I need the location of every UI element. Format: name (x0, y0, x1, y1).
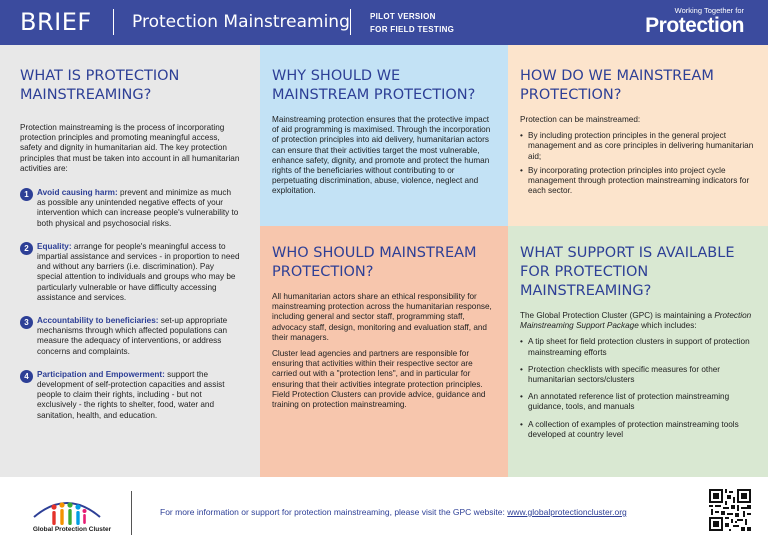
pilot-line-2: FOR FIELD TESTING (370, 25, 455, 34)
panel-intro-text: Protection mainstreaming is the process of incorporating protection principles and promoting meaningful access, safety and dignity in humanitarian aid. The key protection principles that must be taken into account in all humanitarian activities are: (20, 123, 240, 173)
principle-text: support the development of self-protection capacities and assist people to claim their rights, including - but not exclusively - the rights to shelter, food, water and sanitation, health, and education. (37, 369, 225, 420)
panel-heading: WHAT SUPPORT IS AVAILABLE FOR PROTECTION MAINSTREAMING? (520, 245, 735, 299)
panel-how-mainstream (508, 45, 768, 226)
panel-heading: HOW DO WE MAINSTREAM PROTECTION? (520, 68, 714, 103)
number-badge-icon: 4 (20, 370, 33, 383)
logo-tagline: Working Together for (674, 6, 744, 15)
intro-text-a: The Global Protection Cluster (GPC) is maintaining a (520, 311, 715, 320)
panel-support-available (508, 226, 768, 477)
principle-item (20, 316, 240, 357)
gpc-website-link[interactable]: www.globalprotectioncluster.org (507, 507, 627, 517)
number-badge-icon: 2 (20, 242, 33, 255)
principle-text: arrange for people's meaningful access to impartial assistance and services - in proportion to need and without any barriers (i.e. discrimination). Pay special attention to individuals and groups who may be particularly vulnerable or have difficulty accessing assistance and services. (37, 241, 240, 302)
principle-title: Avoid causing harm: (37, 188, 118, 198)
header-bar (0, 0, 768, 45)
list-item: • By including protection principles in the general project management and as core principles in delivering humanitarian aid; (520, 131, 758, 162)
header-divider (350, 9, 351, 35)
principle-text: set-up appropriate mechanisms through which affected populations can measure the adequacy of interventions, or address concerns and complaints. (37, 316, 228, 356)
panel-heading: WHY SHOULD WE MAINSTREAM PROTECTION? (272, 68, 476, 103)
document-title: Protection Mainstreaming (132, 12, 350, 32)
panel-intro-text: Protection can be mainstreamed: (520, 115, 641, 124)
pilot-version-label (370, 10, 454, 36)
protection-logo: Protection (645, 14, 744, 37)
list-item: • An annotated reference list of protection mainstreaming guidance, tools, and manuals (520, 392, 758, 412)
principle-item (20, 370, 240, 421)
package-name: Protection Mainstreaming Support Package (520, 311, 752, 331)
panel-why-mainstream (260, 45, 508, 226)
bullet-list (520, 337, 758, 440)
list-item: • Protection checklists with specific measures for other humanitarian sectors/clusters (520, 365, 758, 385)
panel-paragraph: All humanitarian actors share an ethical responsibility for mainstreaming protection across the humanitarian response, including general and sector staff, programming staff, advocacy staff, design, monitoring and evaluation staff, and their managers. (272, 292, 492, 342)
list-item: • By incorporating protection principles into project cycle management through protection mainstreaming indicators for each sector. (520, 166, 758, 197)
principle-item (20, 242, 240, 303)
gpc-logo-name: Global Protection Cluster (32, 526, 112, 533)
principle-item (20, 188, 240, 229)
bullet-list (520, 131, 758, 196)
footer (0, 477, 768, 543)
principle-title: Participation and Empowerment: (37, 369, 165, 379)
header-divider (113, 9, 114, 35)
panel-who-should-mainstream (260, 226, 508, 477)
principle-title: Accountability to beneficiaries: (37, 316, 159, 326)
number-badge-icon: 3 (20, 316, 33, 329)
principle-title: Equality: (37, 241, 72, 251)
footer-info (160, 507, 627, 517)
panel-paragraph: Cluster lead agencies and partners are responsible for ensuring that activities within their respective sector are carried out with a "protection lens", and in particular for ensuring that their activities integrate protection principles. Field Protection Clusters can provide advice, guidance and training on protection mainstreaming. (272, 349, 486, 410)
list-item: • A tip sheet for field protection clusters in support of protection mainstreaming efforts (520, 337, 758, 357)
brief-label: BRIEF (20, 8, 92, 36)
pilot-line-1: PILOT VERSION (370, 12, 436, 21)
panel-heading: WHO SHOULD MAINSTREAM PROTECTION? (272, 245, 477, 280)
principle-text: prevent and minimize as much as possible any unintended negative effects of your intervention which can increase people's vulnerability to both physical and psychosocial risks. (37, 188, 239, 228)
panel-body-text: Mainstreaming protection ensures that the protective impact of aid programming is maximised. Through the incorporation of protection principles into aid delivery, humanitarian actors can ensure that their activities target the most vulnerable, enhance safety, dignity, and promote and protect the human rights of the beneficiaries without contributing to or perpetuating discrimination, abuse, violence, neglect and exploitation. (272, 115, 491, 196)
intro-text-b: which includes: (638, 321, 697, 331)
number-badge-icon: 1 (20, 188, 33, 201)
panel-heading: WHAT IS PROTECTION MAINSTREAMING? (20, 68, 180, 103)
panel-what-is-mainstreaming (0, 45, 260, 477)
footer-text: For more information or support for protection mainstreaming, please visit the GPC website: (160, 507, 508, 517)
panel-intro-text (520, 311, 758, 331)
list-item: • A collection of examples of protection mainstreaming tools developed at country level (520, 420, 758, 440)
footer-divider (131, 491, 132, 535)
qr-code-icon[interactable] (709, 489, 751, 531)
